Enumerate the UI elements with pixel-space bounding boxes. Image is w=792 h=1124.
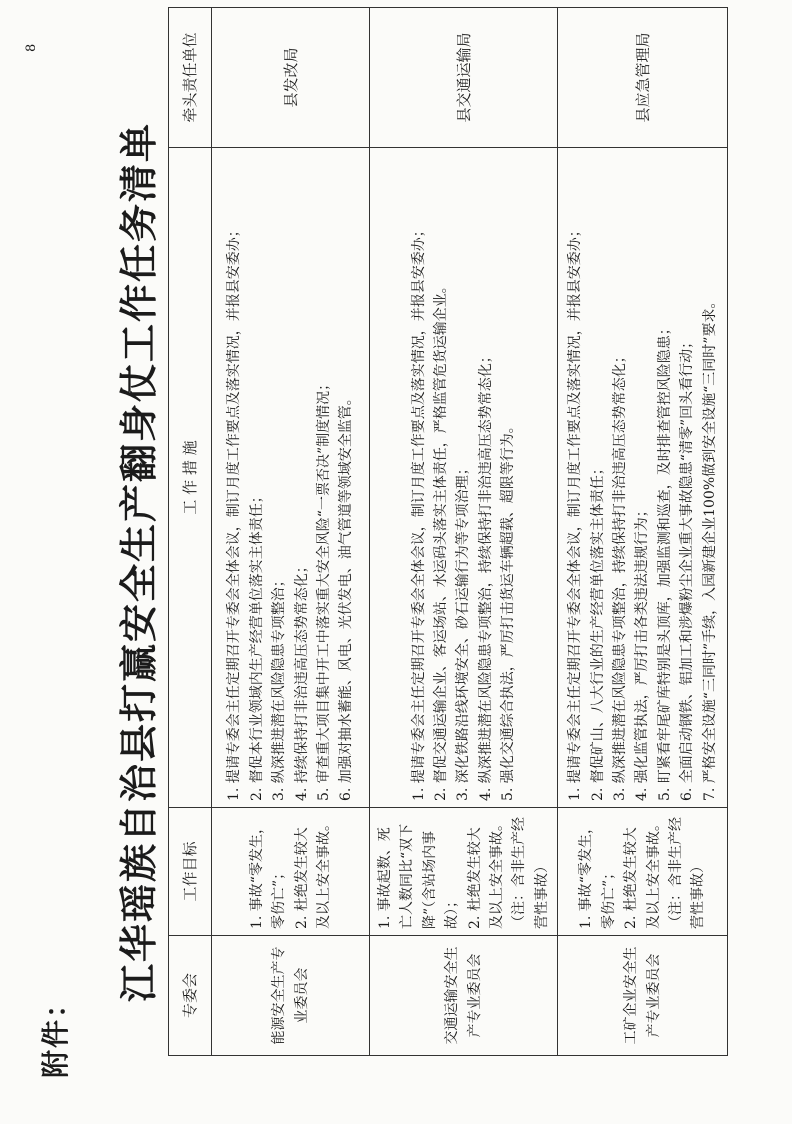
task-table bbox=[168, 7, 728, 1056]
goal-item: （注：含非生产经营性事故） bbox=[668, 817, 707, 929]
measure-item: 1. 提请专委会主任定期召开专委会全体会议，制订月度工作要点及落实情况，并报县安委办； bbox=[410, 223, 427, 801]
committee-cell: 能源安全生产专业委员会 bbox=[212, 936, 370, 1056]
measure-item: 1. 提请专委会主任定期召开专委会全体会议，制订月度工作要点及落实情况，并报县安委办； bbox=[226, 223, 243, 801]
header-committee: 专委会 bbox=[169, 936, 212, 1056]
measure-item: 4. 强化监管执法，严厉打击各类违法违规行为； bbox=[634, 503, 651, 801]
header-measures: 工 作 措 施 bbox=[169, 148, 212, 808]
lead-unit-cell: 县交通运输局 bbox=[370, 8, 558, 148]
header-lead-unit: 牵头责任单位 bbox=[169, 8, 212, 148]
goal-cell bbox=[558, 808, 728, 936]
measure-item: 4. 持续保持打非治违高压态势常态化； bbox=[293, 559, 310, 801]
committee-cell: 交通运输安全生产专业委员会 bbox=[370, 936, 558, 1056]
measure-item: 5. 强化交通综合执法，严厉打击货运车辆超载、超限等行为。 bbox=[500, 419, 517, 801]
page-number: 8 bbox=[24, 43, 39, 52]
measures-cell bbox=[212, 148, 370, 808]
measure-item: 4. 纵深推进潜在风险隐患专项整治，持续保持打非治违高压态势常态化； bbox=[477, 349, 494, 801]
goal-item: （注：含非生产经营性事故） bbox=[511, 817, 550, 929]
table-row bbox=[212, 8, 370, 1056]
measure-item: 2. 督促交通运输企业、客运场站、水运码头落实主体责任，严格监管危货运输企业。 bbox=[432, 279, 449, 801]
measure-item: 2. 督促矿山、八大行业的生产经营单位落实主体责任； bbox=[589, 461, 606, 801]
table-row bbox=[558, 8, 728, 1056]
table-row bbox=[370, 8, 558, 1056]
goal-item: 1. 事故起数、死亡人数同比“双下降”（含站场内事故）； bbox=[377, 823, 461, 929]
lead-unit-cell: 县应急管理局 bbox=[558, 8, 728, 148]
measure-item: 6. 全面启动钢铁、铝加工和涉爆粉尘企业重大事故隐患“清零”回头看行动； bbox=[679, 334, 696, 801]
header-goal: 工作目标 bbox=[169, 808, 212, 936]
goal-item: 2. 杜绝发生较大及以上安全事故。 bbox=[623, 817, 662, 929]
goal-item: 1. 事故“零发生，零伤亡”； bbox=[248, 820, 288, 929]
measure-item: 3. 纵深推进潜在风险隐患专项整治，持续保持打非治违高压态势常态化； bbox=[612, 349, 629, 801]
measure-item: 3. 纵深推进潜在风险隐患专项整治； bbox=[271, 573, 288, 801]
measure-item: 5. 审查重大项目集中开工中落实重大安全风险“一票否决”制度情况； bbox=[315, 376, 332, 801]
attachment-label: 附件： bbox=[39, 987, 72, 1078]
goal-cell bbox=[212, 808, 370, 936]
measure-item: 1. 提请专委会主任定期召开专委会全体会议，制订月度工作要点及落实情况，并报县安委办； bbox=[567, 223, 584, 801]
measure-item: 5. 盯紧看牢尾矿库特别是头顶库，加强监测和巡查，及时排查管控风险隐患； bbox=[656, 321, 673, 801]
lead-unit-cell: 县发改局 bbox=[212, 8, 370, 148]
committee-cell: 工矿企业安全生产专业委员会 bbox=[558, 936, 728, 1056]
table-header-row bbox=[169, 8, 212, 1056]
document-title: 江华瑶族自治县打赢安全生产翻身仗工作任务清单 bbox=[116, 122, 161, 1003]
measures-cell bbox=[370, 148, 558, 808]
measures-cell bbox=[558, 148, 728, 808]
measure-item: 3. 深化铁路沿线环境安全、砂石运输行为等专项治理； bbox=[455, 461, 472, 801]
measure-item: 7. 严格安全设施“三同时”手续，入园新建企业100%做到安全设施“三同时”要求。 bbox=[701, 294, 718, 801]
goal-item: 2. 杜绝发生较大及以上安全事故。 bbox=[293, 817, 332, 929]
measure-item: 2. 督促本行业领域内生产经营单位落实主体责任； bbox=[248, 489, 265, 801]
measure-item: 6. 加强对抽水蓄能、风电、光伏发电、油气管道等领域安全监管。 bbox=[338, 391, 355, 801]
goal-cell bbox=[370, 808, 558, 936]
goal-item: 2. 杜绝发生较大及以上安全事故。 bbox=[466, 817, 505, 929]
goal-item: 1. 事故“零发生，零伤亡”； bbox=[578, 820, 617, 929]
